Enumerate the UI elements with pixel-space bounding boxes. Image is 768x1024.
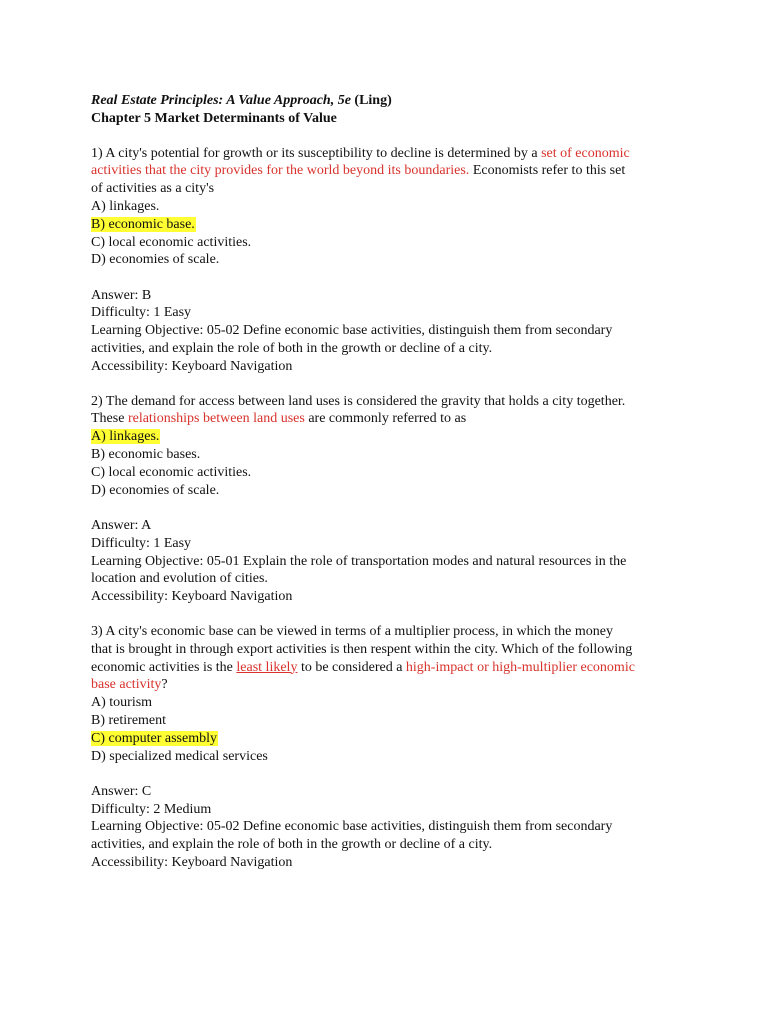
question-stem-line: These relationships between land uses are commonly referred to as (91, 411, 467, 427)
accessibility-line: Accessibility: Keyboard Navigation (91, 589, 293, 605)
chapter-heading: Chapter 5 Market Determinants of Value (91, 110, 337, 126)
red-emphasis: relationships between land uses (127, 411, 305, 427)
answer-line: Answer: A (91, 517, 152, 533)
option-d: D) specialized medical services (91, 748, 268, 764)
learning-objective-line: Learning Objective: 05-02 Define economic base activities, distinguish them from secondary (91, 819, 613, 835)
question-stem-line: activities that the city provides for the world beyond its boundaries. Economists refer to this set (91, 163, 626, 179)
question-stem-line: 2) The demand for access between land uses is considered the gravity that holds a city together. (91, 393, 626, 409)
option-d: D) economies of scale. (91, 482, 220, 498)
red-emphasis: set of economic (541, 145, 630, 161)
question-stem-line: of activities as a city's (91, 181, 215, 197)
option-a: A) linkages. (91, 198, 160, 214)
question-2 (91, 393, 708, 500)
red-emphasis: base activity (91, 677, 162, 693)
answer-block-3 (91, 783, 708, 872)
question-3 (91, 623, 708, 765)
highlighted-answer: B) economic base. (91, 216, 195, 232)
learning-objective-line: activities, and explain the role of both in the growth or decline of a city. (91, 837, 493, 853)
option-b-correct (91, 216, 708, 234)
accessibility-line: Accessibility: Keyboard Navigation (91, 854, 293, 870)
highlighted-answer: C) computer assembly (91, 730, 217, 746)
learning-objective-line: location and evolution of cities. (91, 571, 268, 587)
learning-objective-line: Learning Objective: 05-01 Explain the role of transportation modes and natural resources in the (91, 553, 627, 569)
question-stem-line: 3) A city's economic base can be viewed in terms of a multiplier process, in which the money (91, 623, 613, 639)
option-b: B) retirement (91, 712, 167, 728)
difficulty-line: Difficulty: 1 Easy (91, 535, 192, 551)
red-underlined-emphasis: least likely (236, 659, 298, 675)
option-d: D) economies of scale. (91, 252, 220, 268)
question-stem-line: base activity? (91, 677, 168, 693)
highlighted-answer: A) linkages. (91, 429, 160, 445)
option-a: A) tourism (91, 695, 153, 711)
question-stem-line: 1) A city's potential for growth or its susceptibility to decline is determined by a set of economic (91, 145, 630, 161)
answer-line: Answer: B (91, 287, 152, 303)
question-1 (91, 145, 708, 270)
learning-objective-line: Learning Objective: 05-02 Define economic base activities, distinguish them from secondary (91, 323, 613, 339)
learning-objective-line: activities, and explain the role of both in the growth or decline of a city. (91, 341, 493, 357)
option-c-correct (91, 730, 708, 748)
book-title-line (91, 92, 708, 110)
answer-line: Answer: C (91, 783, 152, 799)
book-author: (Ling) (350, 93, 392, 108)
option-c: C) local economic activities. (91, 464, 252, 480)
difficulty-line: Difficulty: 1 Easy (91, 305, 192, 321)
question-stem-line: that is brought in through export activities is then respent within the city. Which of the following (91, 641, 633, 657)
red-emphasis: activities that the city provides for the world beyond its boundaries. (91, 163, 470, 179)
accessibility-line: Accessibility: Keyboard Navigation (91, 358, 293, 374)
red-emphasis: high-impact or high-multiplier economic (405, 659, 635, 675)
answer-block-1 (91, 287, 708, 376)
option-a-correct (91, 428, 708, 446)
option-c: C) local economic activities. (91, 234, 252, 250)
book-title: Real Estate Principles: A Value Approach, 5e (91, 93, 351, 108)
option-b: B) economic bases. (91, 447, 201, 463)
difficulty-line: Difficulty: 2 Medium (91, 801, 212, 817)
question-stem-line: economic activities is the least likely to be considered a high-impact or high-multiplier economic (91, 659, 635, 675)
answer-block-2 (91, 517, 708, 606)
